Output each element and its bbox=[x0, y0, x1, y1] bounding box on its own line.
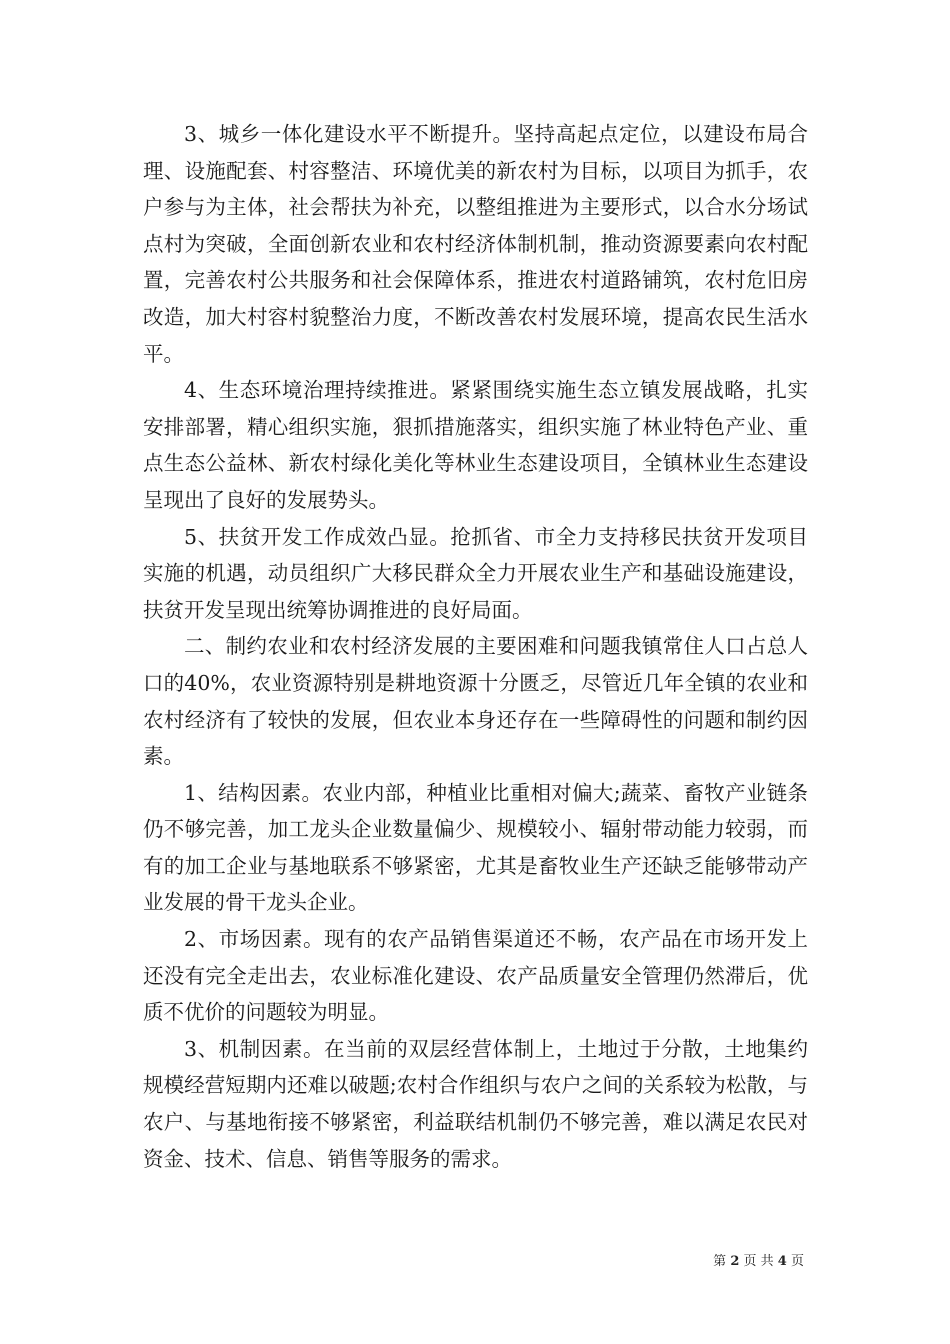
paragraph-poverty-alleviation: 5、扶贫开发工作成效凸显。抢抓省、市全力支持移民扶贫开发项目实施的机遇，动员组织广大移民群众全力开展农业生产和基础设施建设，扶贫开发呈现出统筹协调推进的良好局面。 bbox=[143, 524, 808, 622]
current-page-number: 2 bbox=[730, 1254, 740, 1269]
paragraph-main-difficulties: 二、制约农业和农村经济发展的主要困难和问题我镇常住人口占总人口的40%，农业资源特别是耕地资源十分匮乏，尽管近几年全镇的农业和农村经济有了较快的发展，但农业本身还存在一些障碍性的问题和制约因素。 bbox=[143, 634, 808, 769]
footer-middle: 页 共 bbox=[743, 1254, 774, 1269]
paragraph-urban-rural-integration: 3、城乡一体化建设水平不断提升。坚持高起点定位，以建设布局合理、设施配套、村容整洁、环境优美的新农村为目标，以项目为抓手，农户参与为主体，社会帮扶为补充，以整组推进为主要形式，以合水分场试点村为突破，全面创新农业和农村经济体制机制，推动资源要素向农村配置，完善农村公共服务和社会保障体系，推进农村道路铺筑，农村危旧房改造，加大村容村貌整治力度，不断改善农村发展环境，提高农民生活水平。 bbox=[143, 122, 808, 366]
paragraph-mechanism-factors: 3、机制因素。在当前的双层经营体制上，土地过于分散，土地集约规模经营短期内还难以破题;农村合作组织与农户之间的关系较为松散，与农户、与基地衔接不够紧密，利益联结机制仍不够完善，难以满足农民对资金、技术、信息、销售等服务的需求。 bbox=[143, 1036, 808, 1171]
footer-suffix: 页 bbox=[790, 1254, 804, 1269]
paragraph-structural-factors: 1、结构因素。农业内部，种植业比重相对偏大;蔬菜、畜牧产业链条仍不够完善，加工龙头企业数量偏少、规模较小、辐射带动能力较弱，而有的加工企业与基地联系不够紧密，尤其是畜牧业生产还缺乏能够带动产业发展的骨干龙头企业。 bbox=[143, 780, 808, 915]
paragraph-market-factors: 2、市场因素。现有的农产品销售渠道还不畅，农产品在市场开发上还没有完全走出去，农业标准化建设、农产品质量安全管理仍然滞后，优质不优价的问题较为明显。 bbox=[143, 927, 808, 1025]
page-number-footer bbox=[713, 1250, 804, 1269]
total-pages-number: 4 bbox=[777, 1254, 787, 1269]
paragraph-ecological-environment: 4、生态环境治理持续推进。紧紧围绕实施生态立镇发展战略，扎实安排部署，精心组织实施，狠抓措施落实，组织实施了林业特色产业、重点生态公益林、新农村绿化美化等林业生态建设项目，全镇林业生态建设呈现出了良好的发展势头。 bbox=[143, 378, 808, 512]
footer-prefix: 第 bbox=[713, 1254, 727, 1269]
document-body bbox=[143, 116, 808, 1177]
